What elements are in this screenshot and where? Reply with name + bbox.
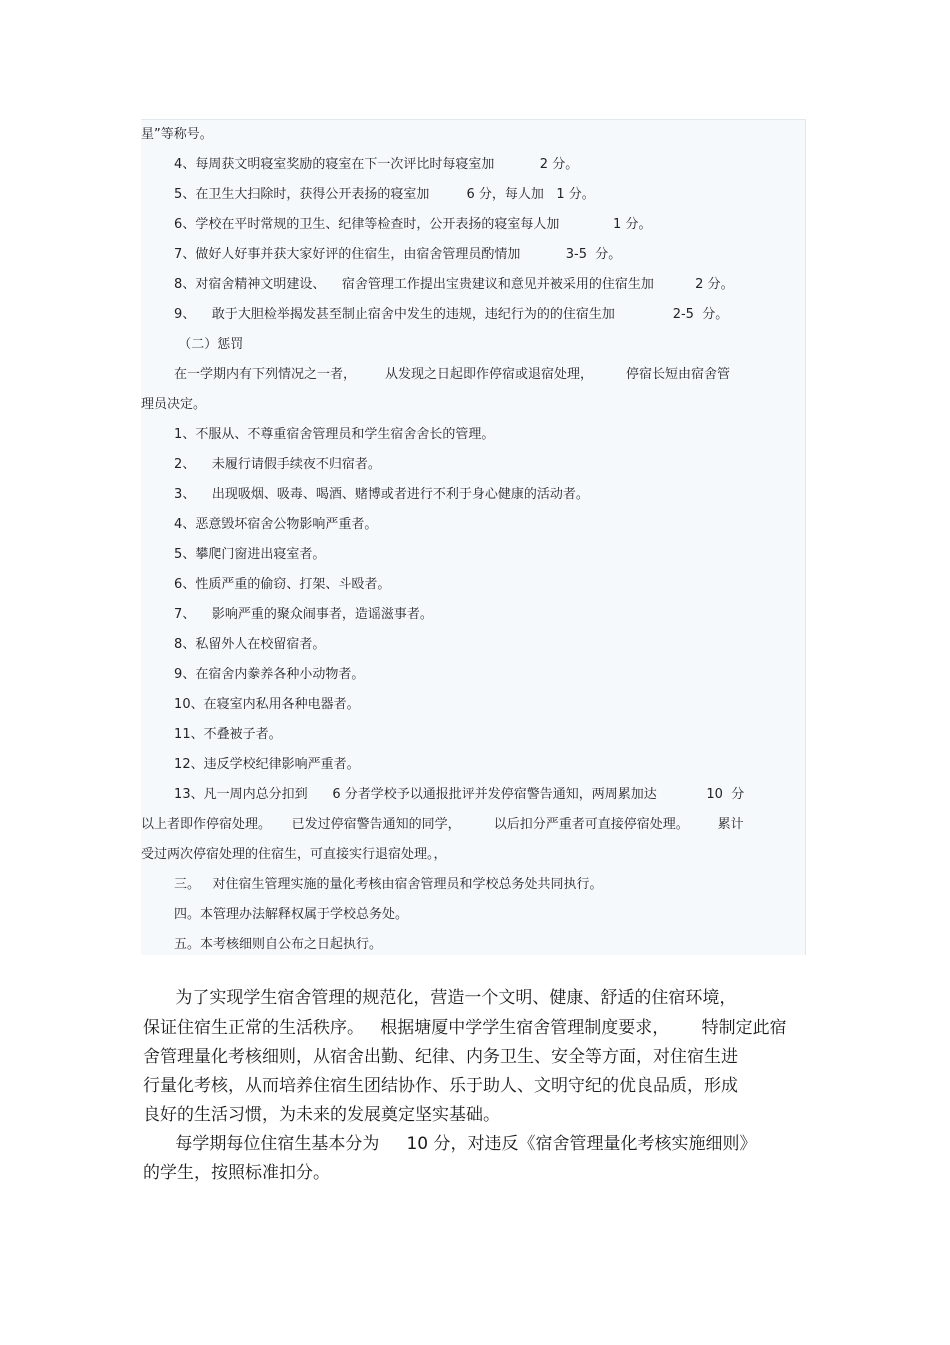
section-heading: （二）惩罚 (141, 337, 244, 352)
box-line: 9、 敢于大胆检举揭发甚至制止宿舍中发生的违规，违纪行为的的住宿生加 2-5 分。 (141, 307, 729, 322)
box-line: 三。 对住宿生管理实施的量化考核由宿舍管理员和学校总务处共同执行。 (141, 877, 603, 892)
box-line: 受过两次停宿处理的住宿生，可直接实行退宿处理。， (141, 847, 447, 862)
box-line: 10、在寝室内私用各种电器者。 (141, 697, 360, 712)
box-line: 6、学校在平时常规的卫生、纪律等检查时，公开表扬的寝室每人加 1 分。 (141, 217, 652, 232)
box-line: 1、不服从、不尊重宿舍管理员和学生宿舍舍长的管理。 (141, 427, 495, 442)
box-line: 5、在卫生大扫除时，获得公开表扬的寝室加 6 分，每人加 1 分。 (141, 187, 595, 202)
box-line: 9、在宿舍内豢养各种小动物者。 (141, 667, 365, 682)
box-line: 2、 未履行请假手续夜不归宿者。 (141, 457, 381, 472)
box-line: 以上者即作停宿处理。 已发过停宿警告通知的同学， 以后扣分严重者可直接停宿处理。 累计 (141, 817, 744, 832)
intro-paragraphs (143, 987, 843, 1207)
body-line: 为了实现学生宿舍管理的规范化，营造一个文明、健康、舒适的住宿环境， (143, 988, 737, 1008)
rules-text-box (141, 119, 806, 955)
box-line: 6、性质严重的偷窃、打架、斗殴者。 (141, 577, 391, 592)
box-line: 11、不叠被子者。 (141, 727, 282, 742)
body-line: 舍管理量化考核细则，从宿舍出勤、纪律、内务卫生、安全等方面，对住宿生进 (143, 1047, 738, 1067)
body-line: 每学期每位住宿生基本分为 10 分，对违反《宿舍管理量化考核实施细则》 (143, 1134, 757, 1154)
body-line: 行量化考核，从而培养住宿生团结协作、乐于助人、文明守纪的优良品质，形成 (143, 1076, 738, 1096)
body-line: 良好的生活习惯，为未来的发展奠定坚实基础。 (143, 1105, 500, 1125)
box-line: 4、恶意毁坏宿舍公物影响严重者。 (141, 517, 378, 532)
box-line: 8、私留外人在校留宿者。 (141, 637, 326, 652)
box-line: 8、对宿舍精神文明建设、 宿舍管理工作提出宝贵建议和意见并被采用的住宿生加 2 分。 (141, 277, 734, 292)
box-line: 5、攀爬门窗进出寝室者。 (141, 547, 326, 562)
box-line: 星”等称号。 (141, 127, 213, 142)
body-line: 的学生，按照标准扣分。 (143, 1163, 330, 1183)
body-line: 保证住宿生正常的生活秩序。 根据塘厦中学学生宿舍管理制度要求， 特制定此宿 (143, 1018, 787, 1038)
box-line: 7、做好人好事并获大家好评的住宿生，由宿舍管理员酌情加 3-5 分。 (141, 247, 622, 262)
box-line: 四。本管理办法解释权属于学校总务处。 (141, 907, 409, 922)
box-line: 理员决定。 (141, 397, 207, 412)
box-line: 13、凡一周内总分扣到 6 分者学校予以通报批评并发停宿警告通知，两周累加达 10 分 (141, 787, 745, 802)
box-line: 在一学期内有下列情况之一者， 从发现之日起即作停宿或退宿处理， 停宿长短由宿舍管 (141, 367, 731, 382)
box-line: 五。本考核细则自公布之日起执行。 (141, 937, 383, 952)
box-line: 3、 出现吸烟、吸毒、喝酒、赌博或者进行不利于身心健康的活动者。 (141, 487, 589, 502)
box-line: 12、违反学校纪律影响严重者。 (141, 757, 360, 772)
box-line: 7、 影响严重的聚众闹事者，造谣滋事者。 (141, 607, 433, 622)
box-line: 4、每周获文明寝室奖励的寝室在下一次评比时每寝室加 2 分。 (141, 157, 579, 172)
